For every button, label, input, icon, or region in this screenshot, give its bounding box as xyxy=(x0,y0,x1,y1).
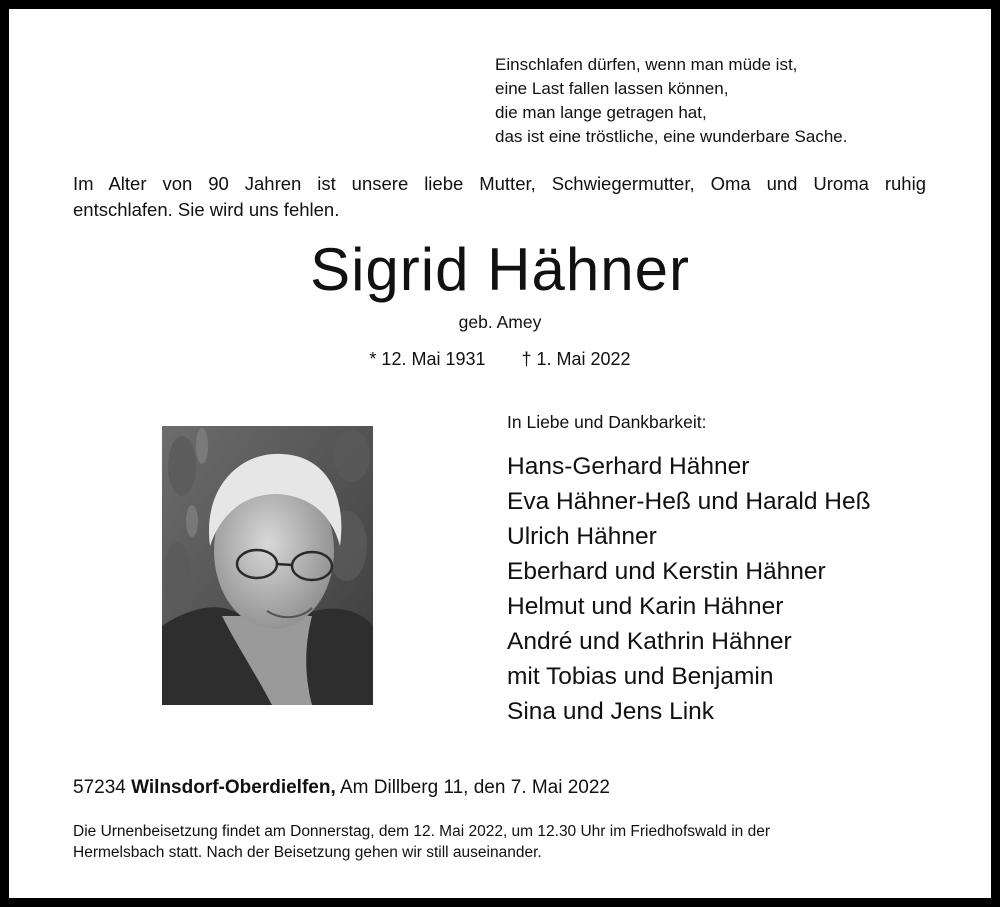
obituary-notice xyxy=(9,9,991,898)
maiden-name: geb. Amey xyxy=(458,312,542,332)
burial-notice xyxy=(73,821,926,863)
poem-line: Einschlafen dürfen, wenn man müde ist, xyxy=(495,55,798,74)
portrait-photo xyxy=(162,426,373,705)
mourner-name: Hans-Gerhard Hähner xyxy=(507,453,750,480)
portrait-icon xyxy=(162,426,373,705)
death-date: † 1. Mai 2022 xyxy=(521,349,631,369)
mourner-name: Eva Hähner-Heß und Harald Heß xyxy=(507,488,871,515)
notice-line: Hermelsbach statt. Nach der Beisetzung gehen wir still auseinander. xyxy=(73,844,542,861)
mourner-name: Eberhard und Kerstin Hähner xyxy=(507,558,826,585)
poem-line: eine Last fallen lassen können, xyxy=(495,79,729,98)
mourners-intro: In Liebe und Dankbarkeit: xyxy=(507,412,707,432)
poem-line: das ist eine tröstliche, eine wunderbare Sache. xyxy=(495,127,848,146)
mourners-list xyxy=(507,449,871,729)
address-line xyxy=(73,777,610,799)
poem xyxy=(495,53,847,149)
intro-text xyxy=(73,171,926,223)
mourner-name: André und Kathrin Hähner xyxy=(507,628,792,655)
birth-date: * 12. Mai 1931 xyxy=(369,349,486,369)
deceased-name: Sigrid Hähner xyxy=(310,236,690,303)
address-rest: Am Dillberg 11, den 7. Mai 2022 xyxy=(339,777,611,798)
poem-line: die man lange getragen hat, xyxy=(495,103,707,122)
mourner-name: Ulrich Hähner xyxy=(507,523,657,550)
town: Wilnsdorf-Oberdielfen, xyxy=(131,777,336,798)
mourner-name: Helmut und Karin Hähner xyxy=(507,593,784,620)
mourner-name: Sina und Jens Link xyxy=(507,698,715,725)
intro-line: Im Alter von 90 Jahren ist unsere liebe Mutter, Schwiegermutter, Oma und Uroma ruhig xyxy=(73,173,926,194)
intro-line: entschlafen. Sie wird uns fehlen. xyxy=(73,199,340,220)
postcode: 57234 xyxy=(73,777,126,798)
life-dates xyxy=(9,349,991,370)
notice-line: Die Urnenbeisetzung findet am Donnerstag, dem 12. Mai 2022, um 12.30 Uhr im Friedhofswald in der xyxy=(73,823,771,840)
mourner-name: mit Tobias und Benjamin xyxy=(507,663,774,690)
